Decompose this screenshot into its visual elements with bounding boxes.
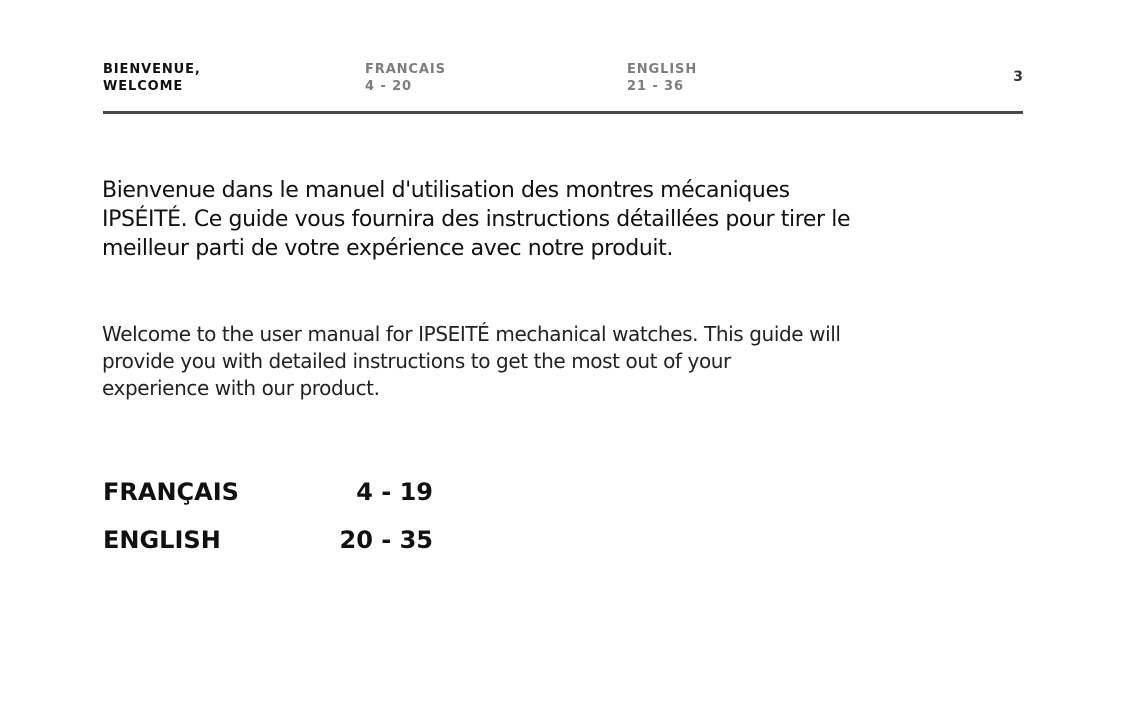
table-of-contents <box>103 478 433 574</box>
toc-pages: 4 - 19 <box>356 478 433 506</box>
nav-welcome-line1: BIENVENUE, <box>103 62 201 77</box>
nav-welcome[interactable] <box>103 61 201 95</box>
page-number: 3 <box>1013 69 1023 85</box>
nav-francais-label: FRANCAIS <box>365 62 446 77</box>
toc-language: ENGLISH <box>103 526 221 554</box>
toc-row-english[interactable] <box>103 526 433 574</box>
nav-english-pages: 21 - 36 <box>627 79 684 94</box>
toc-language: FRANÇAIS <box>103 478 239 506</box>
nav-welcome-line2: WELCOME <box>103 79 184 94</box>
header-divider <box>103 111 1023 114</box>
page-header <box>103 61 1023 97</box>
nav-francais[interactable] <box>365 61 446 95</box>
nav-english[interactable] <box>627 61 697 95</box>
toc-row-french[interactable] <box>103 478 433 526</box>
toc-pages: 20 - 35 <box>339 526 433 554</box>
intro-text-french: Bienvenue dans le manuel d'utilisation des montres mécaniques IPSÉITÉ. Ce guide vous fournira des instructions détaillées pour tirer le meilleur parti de votre expérience avec notre produit. <box>102 178 851 261</box>
intro-text-english: Welcome to the user manual for IPSEITÉ mechanical watches. This guide will provide you with detailed instructions to get the most out of your experience with our product. <box>102 322 841 400</box>
nav-francais-pages: 4 - 20 <box>365 79 412 94</box>
nav-english-label: ENGLISH <box>627 62 698 77</box>
